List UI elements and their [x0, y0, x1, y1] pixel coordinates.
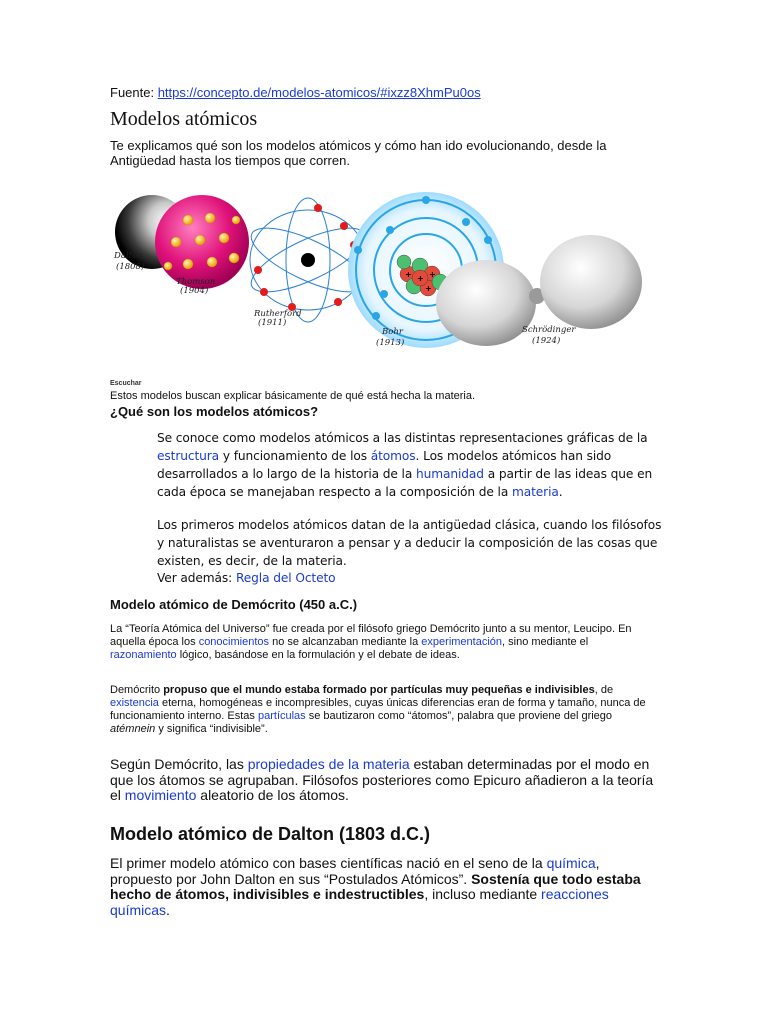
democrito-paragraph-1	[110, 623, 650, 662]
link-particulas[interactable]: partículas	[257, 710, 306, 722]
text: , de	[594, 684, 614, 696]
label-schrodinger-year: (1924)	[532, 336, 561, 346]
label-thomson: Thomson	[176, 277, 216, 287]
text: , incluso mediante	[424, 886, 542, 902]
section-heading-democrito: Modelo atómico de Demócrito (450 a.C.)	[110, 597, 358, 612]
link-atomos[interactable]: átomos	[370, 449, 416, 463]
see-also-label: Ver además:	[157, 571, 236, 585]
listen-label[interactable]: Escuchar	[110, 380, 142, 387]
bold-text: Sostenía que todo estaba hecho de átomos, indivisibles e indestructibles	[110, 870, 641, 902]
label-dalton: Dalton	[114, 251, 143, 261]
text: Según Demócrito, las	[110, 756, 248, 772]
section-heading-que-son: ¿Qué son los modelos atómicos?	[110, 404, 319, 419]
atomic-models-figure	[108, 190, 648, 360]
label-rutherford: Rutherford	[254, 309, 302, 319]
source-label: Fuente:	[110, 85, 158, 100]
link-movimiento[interactable]: movimiento	[124, 787, 197, 803]
link-existencia[interactable]: existencia	[110, 697, 159, 709]
svg-text:+: +	[425, 284, 432, 293]
label-dalton-year: (1808)	[116, 262, 145, 272]
link-humanidad[interactable]: humanidad	[416, 467, 484, 481]
label-rutherford-year: (1911)	[258, 318, 287, 328]
text: y significa “indivisible”.	[155, 723, 268, 735]
text: . Los modelos atómicos han sido desarrollados a lo largo de la historia de la	[157, 449, 612, 481]
text: se bautizaron como “átomos”, palabra que proviene del griego	[305, 710, 613, 722]
text: , sino mediante el	[502, 636, 589, 648]
bold-text: propuso que el mundo estaba formado por partículas muy pequeñas e indivisibles	[163, 684, 595, 696]
label-schrodinger: Schrödinger	[522, 325, 576, 335]
text: La “Teoría Atómica del Universo” fue creada por el filósofo griego Demócrito junto a su mentor, Leucipo. En aquella época los	[110, 623, 632, 648]
link-reacciones-quimicas[interactable]: reacciones químicas	[110, 886, 609, 918]
text: El primer modelo atómico con bases científicas nació en el seno de la	[110, 855, 547, 871]
link-estructura[interactable]: estructura	[157, 449, 220, 463]
intro-paragraph: Te explicamos qué son los modelos atómicos y cómo han ido evolucionando, desde la Antigüedad hasta los tiempos que corren.	[110, 138, 607, 168]
svg-text:+: +	[405, 270, 412, 279]
text: eterna, homogéneas e incompresibles, cuyas únicas diferencias eran de forma y tamaño, nunca de funcionamiento interno. Estas	[110, 697, 646, 722]
link-materia[interactable]: materia	[511, 485, 559, 499]
que-son-paragraph-2: Los primeros modelos atómicos datan de la antigüedad clásica, cuando los filósofos y naturalistas se aventuraron a pensar y a deducir la composición de las cosas que existen, es decir, de la materia.	[157, 518, 662, 568]
dalton-paragraph	[110, 856, 655, 918]
label-bohr: Bohr	[382, 327, 403, 337]
text: , propuesto por John Dalton en sus “Postulados Atómicos”.	[110, 855, 600, 887]
figure-caption: Estos modelos buscan explicar básicamente de qué está hecha la materia.	[110, 390, 476, 402]
que-son-paragraph-1	[157, 429, 662, 501]
link-regla-del-octeto[interactable]: Regla del Octeto	[235, 571, 336, 585]
text: Demócrito	[110, 684, 164, 696]
svg-text:+: +	[429, 270, 436, 279]
italic-text: atémnein	[110, 723, 156, 735]
democrito-paragraph-3	[110, 757, 665, 804]
text: .	[166, 901, 170, 918]
link-conocimientos[interactable]: conocimientos	[198, 636, 270, 648]
atomic-models-illustration	[108, 190, 648, 360]
democrito-paragraph-2	[110, 684, 655, 736]
schrodinger-lobe-right	[540, 235, 642, 329]
text: y funcionamiento de los	[219, 449, 371, 463]
text: aleatorio de los átomos.	[196, 787, 349, 803]
section-heading-dalton: Modelo atómico de Dalton (1803 d.C.)	[110, 824, 431, 844]
see-also	[157, 569, 336, 587]
text: no se alcanzaban mediante la	[269, 636, 422, 648]
schrodinger-lobe-left	[436, 260, 536, 346]
page-title: Modelos atómicos	[110, 108, 258, 130]
text: .	[558, 485, 563, 499]
link-experimentacion[interactable]: experimentación	[421, 636, 503, 648]
source-line	[110, 85, 481, 100]
source-link[interactable]: https://concepto.de/modelos-atomicos/#ixzz8XhmPu0os	[157, 85, 481, 100]
link-razonamiento[interactable]: razonamiento	[110, 649, 177, 661]
text: Se conoce como modelos atómicos a las distintas representaciones gráficas de la	[157, 431, 648, 445]
label-bohr-year: (1913)	[376, 338, 405, 348]
link-quimica[interactable]: química	[546, 855, 596, 871]
text: estaban determinadas por el modo en que los átomos se agrupaban. Filósofos posteriores como Epicuro añadieron a la teoría el	[110, 756, 654, 803]
text: lógico, basándose en la formulación y el debate de ideas.	[176, 649, 460, 661]
text: a partir de las ideas que en cada época se manejaban respecto a la composición de la	[157, 467, 653, 499]
svg-text:+: +	[417, 274, 424, 283]
link-propiedades-de-la-materia[interactable]: propiedades de la materia	[247, 756, 410, 772]
label-thomson-year: (1904)	[180, 286, 209, 296]
